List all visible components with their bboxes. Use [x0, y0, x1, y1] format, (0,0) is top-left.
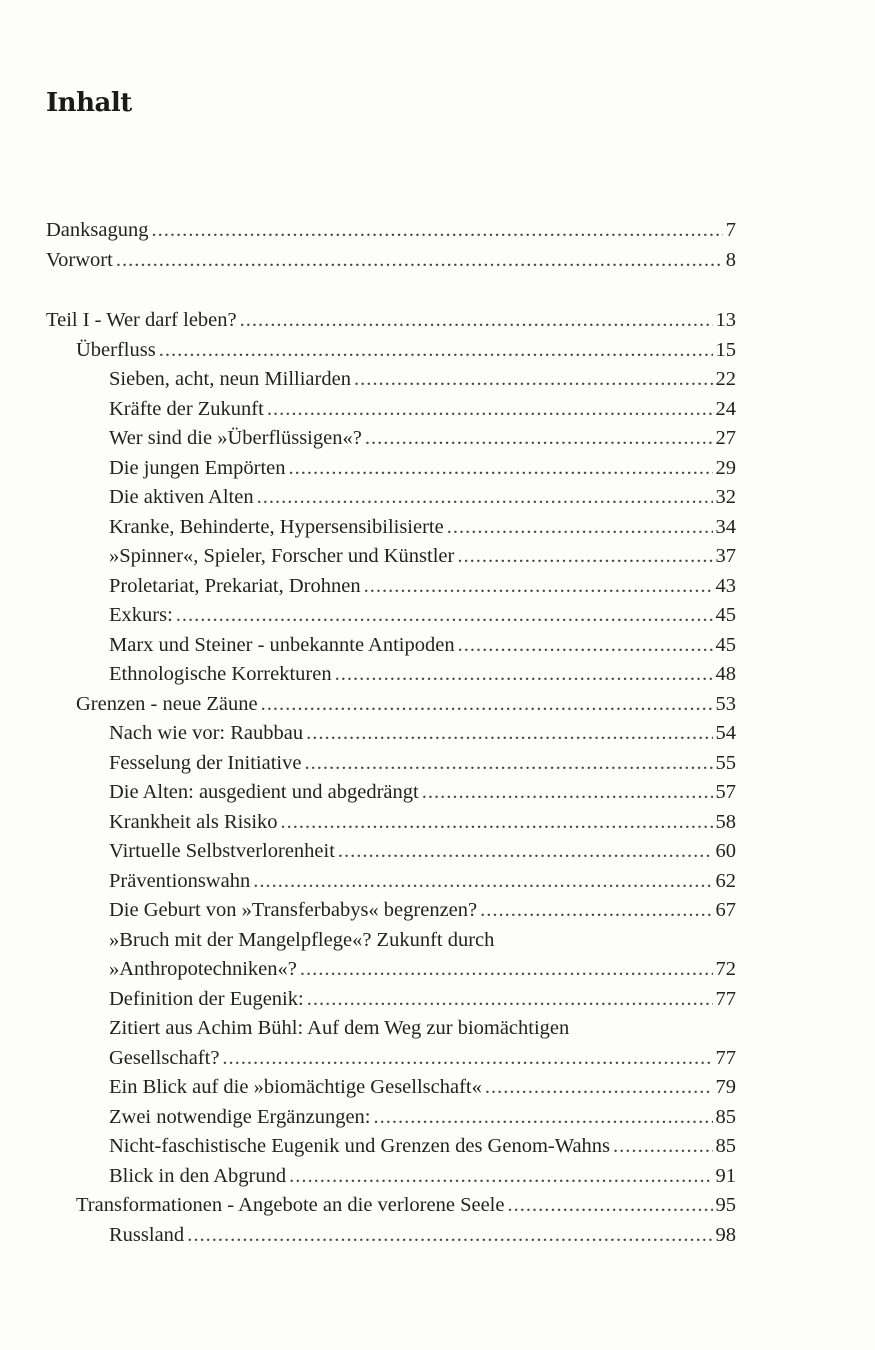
toc-entry [46, 955, 736, 985]
toc-entry-page-number: 77 [715, 1046, 736, 1069]
toc-entry-title: Kranke, Behinderte, Hypersensibilisierte [109, 515, 444, 538]
toc-entry-page-number: 37 [715, 545, 736, 567]
toc-entry-page-number: 48 [715, 663, 736, 685]
toc-entry-page-number: 34 [715, 515, 736, 538]
dot-leader [281, 808, 713, 838]
dot-leader [257, 483, 713, 513]
toc-entry [46, 1191, 736, 1221]
dot-leader [485, 1073, 713, 1103]
toc-entry [46, 867, 736, 897]
dot-leader [457, 542, 712, 572]
toc-entry-page-number: 32 [715, 486, 736, 508]
toc-entry [46, 719, 736, 749]
dot-leader [300, 955, 713, 985]
toc-entry-title: Exkurs: [109, 604, 173, 626]
toc-entry-page-number: 85 [715, 1135, 736, 1157]
toc-entry-title: Russland [109, 1223, 185, 1246]
toc-entry [46, 336, 736, 366]
toc-entry-title: Grenzen - neue Zäune [76, 692, 258, 715]
toc-entry-page-number: 27 [715, 427, 736, 449]
dot-leader [288, 454, 712, 484]
dot-leader [354, 365, 713, 395]
toc-entry [46, 542, 736, 572]
toc-entry-page-number: 60 [715, 840, 736, 862]
toc-entry [46, 306, 736, 336]
toc-entry-page-number: 53 [715, 692, 736, 715]
toc-entry-title: Virtuelle Selbstverlorenheit [109, 840, 335, 862]
toc-entry-title: Nicht-faschistische Eugenik und Grenzen des Genom-Wahns [109, 1135, 611, 1157]
toc-entry-page-number: 45 [715, 604, 736, 626]
toc-entry-title: Definition der Eugenik: [109, 987, 304, 1010]
dot-leader [306, 719, 712, 749]
dot-leader [364, 572, 713, 602]
toc-entry [46, 572, 736, 602]
toc-entry-title: Transformationen - Angebote an die verlorene Seele [76, 1194, 505, 1216]
toc-entry-title: Proletariat, Prekariat, Drohnen [109, 574, 361, 597]
toc-entry-title: Ein Blick auf die »biomächtige Gesellschaft« [109, 1076, 482, 1098]
toc-entry-page-number: 91 [715, 1164, 736, 1187]
toc-entry-title: Wer sind die »Überflüssigen«? [109, 427, 362, 449]
dot-leader [187, 1221, 712, 1251]
toc-entry [46, 454, 736, 484]
toc-entry-page-number: 58 [715, 810, 736, 833]
toc-entry [46, 837, 736, 867]
toc-entry-page-number: 15 [715, 338, 736, 361]
toc-entry [46, 660, 736, 690]
toc-entry [46, 808, 736, 838]
page-title: Inhalt [46, 88, 132, 118]
toc-entry [46, 1103, 736, 1133]
toc-entry-page-number: 79 [715, 1076, 736, 1098]
dot-leader [151, 216, 722, 246]
dot-leader [304, 749, 712, 779]
toc-entry-title: Danksagung [46, 219, 149, 241]
table-of-contents [46, 216, 736, 1250]
dot-leader [159, 336, 713, 366]
toc-entry [46, 896, 736, 926]
toc-entry-title: Nach wie vor: Raubbau [109, 722, 304, 744]
toc-entry [46, 1073, 736, 1103]
toc-entry [46, 1014, 736, 1044]
toc-entry [46, 216, 736, 246]
dot-leader [480, 896, 712, 926]
toc-entry-page-number: 43 [715, 574, 736, 597]
toc-entry-page-number: 7 [725, 219, 736, 241]
dot-leader [335, 660, 713, 690]
toc-entry-title: Die Alten: ausgedient und abgedrängt [109, 781, 419, 803]
dot-leader [338, 837, 713, 867]
toc-entry-page-number: 54 [715, 722, 736, 744]
toc-entry [46, 690, 736, 720]
toc-entry [46, 1221, 736, 1251]
toc-entry-title: Die jungen Empörten [109, 456, 286, 479]
toc-entry-title: Gesellschaft? [109, 1046, 220, 1069]
dot-leader [289, 1162, 712, 1192]
dot-leader [458, 631, 713, 661]
toc-entry-title: Fesselung der Initiative [109, 751, 302, 774]
toc-entry [46, 424, 736, 454]
toc-entry-title: Zwei notwendige Ergänzungen: [109, 1105, 371, 1128]
toc-entry [46, 749, 736, 779]
toc-entry-page-number: 8 [725, 248, 736, 271]
toc-entry-page-number: 29 [715, 456, 736, 479]
toc-entry-title: Die Geburt von »Transferbabys« begrenzen? [109, 899, 478, 921]
toc-entry [46, 601, 736, 631]
toc-entry-title: Blick in den Abgrund [109, 1164, 287, 1187]
toc-entry-page-number: 85 [715, 1105, 736, 1128]
toc-entry [46, 246, 736, 276]
toc-entry-page-number: 55 [715, 751, 736, 774]
toc-entry-page-number: 45 [715, 633, 736, 656]
toc-entry-title: Überfluss [76, 338, 156, 361]
toc-entry-page-number: 95 [715, 1194, 736, 1216]
toc-entry-page-number: 72 [715, 958, 736, 980]
dot-leader [261, 690, 713, 720]
dot-leader [253, 867, 712, 897]
toc-entry-page-number: 13 [715, 309, 736, 331]
toc-entry-title: Zitiert aus Achim Bühl: Auf dem Weg zur biomächtigen [109, 1017, 570, 1039]
dot-leader [116, 246, 723, 276]
toc-entry-title: Marx und Steiner - unbekannte Antipoden [109, 633, 455, 656]
toc-entry-page-number: 98 [715, 1223, 736, 1246]
toc-entry-page-number: 67 [715, 899, 736, 921]
dot-leader [613, 1132, 712, 1162]
toc-entry [46, 1132, 736, 1162]
toc-entry [46, 1044, 736, 1074]
toc-entry-title: Krankheit als Risiko [109, 810, 278, 833]
dot-leader [422, 778, 713, 808]
toc-entry-title: »Bruch mit der Mangelpflege«? Zukunft durch [109, 928, 495, 951]
section-spacer [46, 275, 736, 306]
toc-entry-title: Kräfte der Zukunft [109, 397, 264, 420]
toc-entry-page-number: 24 [715, 397, 736, 420]
toc-entry [46, 365, 736, 395]
toc-entry [46, 778, 736, 808]
toc-entry [46, 513, 736, 543]
toc-entry-title: Die aktiven Alten [109, 486, 254, 508]
toc-entry-title: Sieben, acht, neun Milliarden [109, 368, 351, 390]
toc-entry-page-number: 22 [715, 368, 736, 390]
toc-entry-page-number: 77 [715, 987, 736, 1010]
toc-entry [46, 1162, 736, 1192]
dot-leader [447, 513, 713, 543]
dot-leader [222, 1044, 712, 1074]
toc-entry-page-number: 57 [715, 781, 736, 803]
dot-leader [365, 424, 713, 454]
toc-entry [46, 395, 736, 425]
dot-leader [307, 985, 713, 1015]
toc-entry-title: Präventionswahn [109, 869, 251, 892]
toc-entry-title: Vorwort [46, 248, 113, 271]
toc-entry-title: »Spinner«, Spieler, Forscher und Künstler [109, 545, 455, 567]
dot-leader [176, 601, 713, 631]
toc-entry-title: Ethnologische Korrekturen [109, 663, 332, 685]
toc-entry [46, 631, 736, 661]
toc-entry-title: »Anthropotechniken«? [109, 958, 297, 980]
toc-entry [46, 483, 736, 513]
toc-entry-page-number: 62 [715, 869, 736, 892]
toc-entry [46, 985, 736, 1015]
dot-leader [374, 1103, 713, 1133]
dot-leader [507, 1191, 712, 1221]
toc-entry-title: Teil I - Wer darf leben? [46, 309, 237, 331]
dot-leader [240, 306, 713, 336]
dot-leader [267, 395, 713, 425]
toc-entry [46, 926, 736, 956]
